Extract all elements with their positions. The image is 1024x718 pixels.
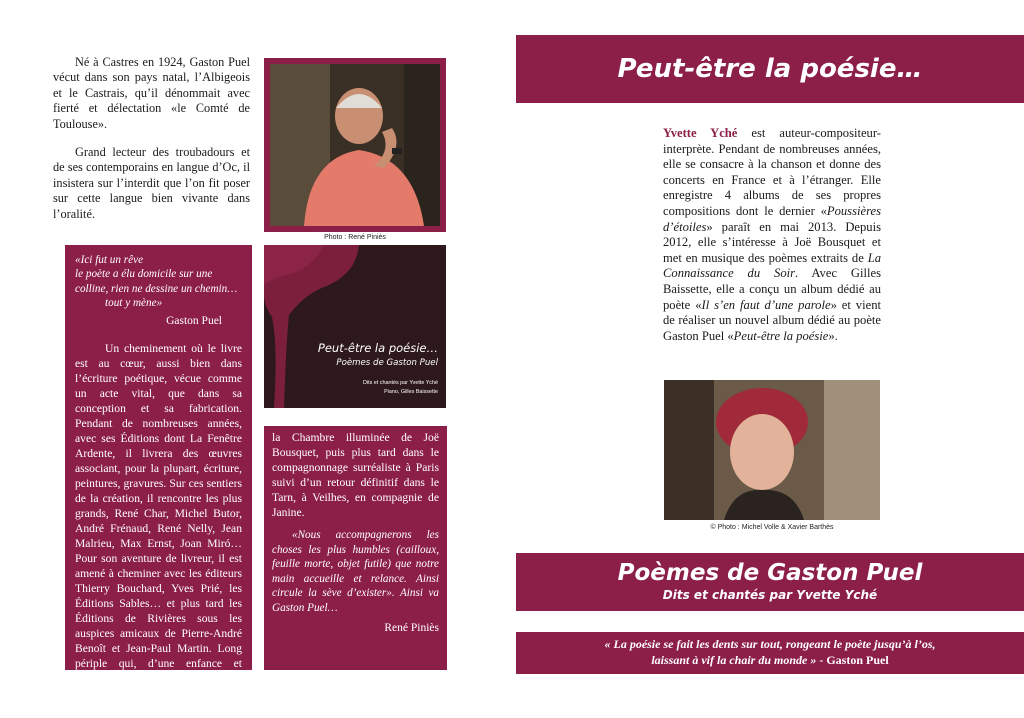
intro-paragraph-1: Né à Castres en 1924, Gaston Puel vécut dans son pays natal, l’Albigeois et le Castrais, qu’il dénommait avec fierté et délectation «le Comté de Toulouse». xyxy=(53,55,250,131)
artist-name: Yvette Yché xyxy=(663,126,738,140)
portrait-photo-credit: Photo : René Piniès xyxy=(324,234,386,241)
footer-quote-author: - Gaston Puel xyxy=(816,653,889,667)
epigraph-line-3: tout y mène» xyxy=(105,297,163,310)
column-2-body-text: la Chambre illuminée de Joë Bousquet, puis plus tard dans le compagnonnage surréaliste à Paris suivi d’un retour définitif dans le Tarn, à Veilhes, en compagnie de Janine. xyxy=(272,431,439,519)
portrait-photo-gaston-puel xyxy=(264,58,446,232)
artist-photo-credit: © Photo : Michel Volle & Xavier Barthès xyxy=(710,524,834,531)
column-1-body-text: Un cheminement où le livre est au cœur, aussi bien dans l’écriture poétique, vécue comme un acte vital, que dans sa conception et sa fabrication. Pendant de nombreuses années, avec ses Éditions dont La Fenêtre Ardente, il livrera des œuvres associant, pour la plupart, écriture, peintures, gravures. Sur ces sentiers de la création, il rencontre les plus grands, René Char, Michel Butor, André Frénaud, René Nelly, Jean Malrieu, Max Ernst, Joan Miró… Pour son aventure de livreur, il est amené à cheminer avec les éditeurs Thierry Bouchard, Yves Prié, les Éditions Sables… et plus tard les Éditions de Rivières sous les auspices amicaux de Pierre-André Benoît et Jean-Paul Martin. Long périple qui, d’une enfance et adolescence tarnaises, le conduit très vite à xyxy=(75,341,242,700)
intro-paragraph-2: Grand lecteur des troubadours et de ses contemporains en langue d’Oc, il insistera sur l’interdit que l’on fit poser sur cette langue bien vivante dans l’oralité. xyxy=(53,145,250,221)
epigraph-line-1: «Ici fut un rêve xyxy=(75,254,144,266)
footer-quote: « La poésie se fait les dents sur tout, rongeant le poète jusqu’à l’os, laissant à vif la chair du monde » - Gaston Puel xyxy=(604,637,936,667)
right-column-panel xyxy=(264,426,447,670)
header-title: Peut-être la poésie… xyxy=(617,54,923,84)
footer-quote-banner xyxy=(516,632,1024,674)
portrait-illustration xyxy=(264,58,446,232)
artist-portrait-illustration xyxy=(664,380,880,520)
header-banner xyxy=(516,35,1024,103)
album-subtitle: Dits et chantés par Yvette Yché xyxy=(662,588,878,602)
artist-photo-yvette-yche xyxy=(664,380,880,520)
album-cover-title: Peut-être la poésie… xyxy=(317,341,438,355)
album-title: Poèmes de Gaston Puel xyxy=(617,560,923,586)
epigraph-line-2: le poète a élu domicile sur une colline, rien ne dessine un chemin… xyxy=(75,268,238,295)
album-cover-subtitle: Poèmes de Gaston Puel xyxy=(336,358,438,368)
epigraph-author: Gaston Puel xyxy=(166,314,222,327)
artist-biography: Yvette Yché est auteur-compositeur-interprète. Pendant de nombreuses années, elle se consacre à la chanson et donne des concerts en France et à l’étranger. Elle enregistre 4 albums de ses propres compositions dont le dernier «Poussières d’étoiles» paraît en mai 2013. Depuis 2012, elle s’intéresse à Joë Bousquet et met en musique des poèmes extraits de La Connaissance du Soir. Avec Gilles Baissette, elle a conçu un album dédié au poète «Il s’en faut d’une parole» et vient de réaliser un nouvel album dédié au poète Gaston Puel «Peut-être la poésie». xyxy=(663,126,882,343)
album-cover-credit-1: Dits et chantés par Yvette Yché xyxy=(362,380,438,386)
album-cover xyxy=(264,245,446,408)
album-title-banner xyxy=(516,553,1024,611)
epigraph-quote xyxy=(75,253,242,311)
album-cover-credit-2: Piano, Gilles Baissette xyxy=(384,389,438,395)
left-column-panel xyxy=(65,245,252,700)
column-2-author: René Piniès xyxy=(384,621,439,634)
column-2-quote: «Nous accompagnerons les choses les plus humbles (cailloux, feuille morte, objet futile) que notre main accueille et relance. Ainsi circule la sève d’exister». Ainsi va Gaston Puel… xyxy=(272,529,439,614)
